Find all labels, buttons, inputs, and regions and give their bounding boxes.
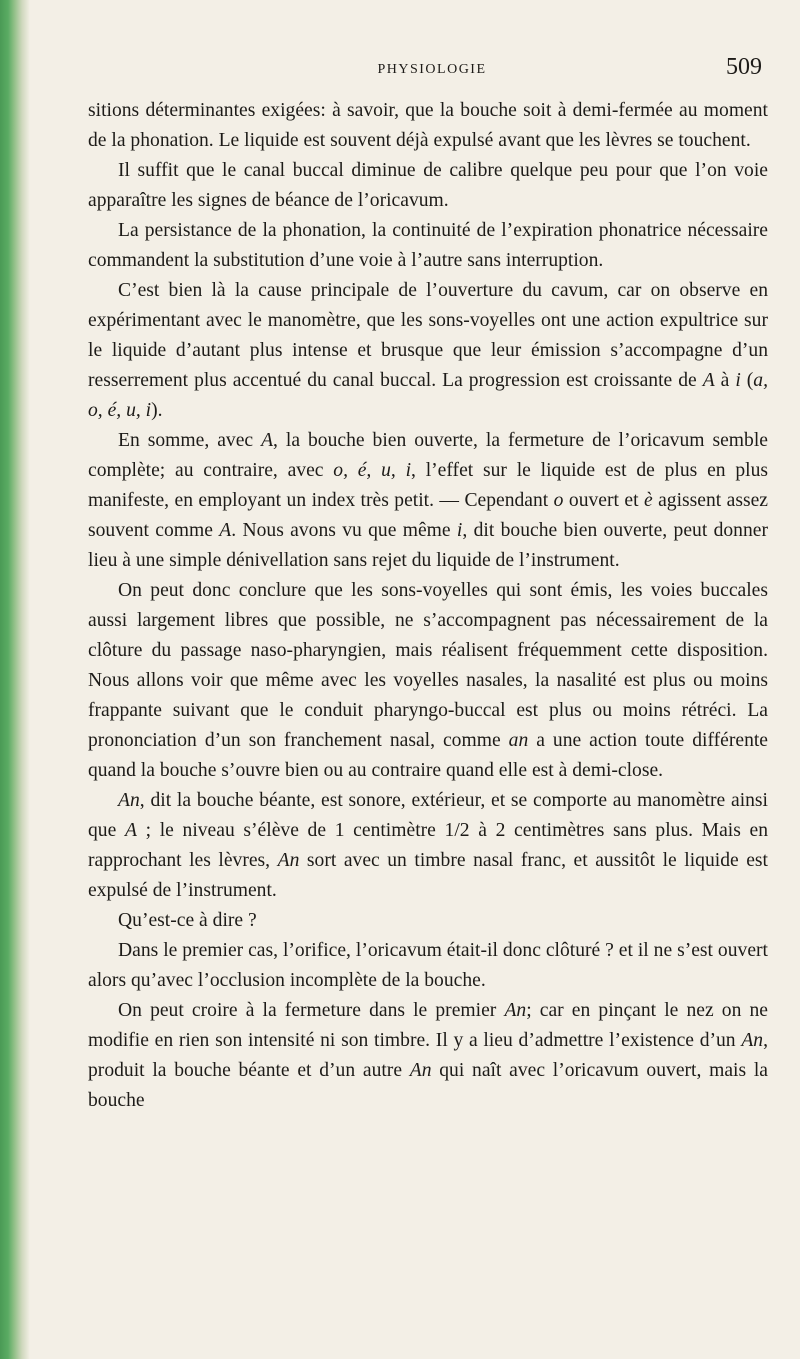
paragraph [88,276,768,426]
page-number: 509 [726,54,762,80]
text-run: . Nous avons vu que même [231,520,457,541]
paragraph [88,96,768,156]
text-run: Dans le premier cas, l’orifice, l’oricavum était-il donc clôturé ? et il ne s’est ouvert alors qu’avec l’occlusion incomplète de la bouche. [88,940,768,991]
text-run: ( [740,370,754,391]
italic-text: o, é, u, i [333,460,412,481]
text-run: En somme, avec [118,430,262,451]
italic-text: A [219,520,232,541]
text-run: , dit bouche bien ouverte, peut donner lieu à une simple dénivellation sans rejet du liquide de l’instrument. [88,520,768,571]
paragraph [88,216,768,276]
paragraph [88,996,768,1116]
text-run: qui naît avec l’oricavum ouvert, mais la bouche [88,1060,768,1111]
text-run: ; le niveau s’élève de 1 centimètre 1/2 à 2 centimètres sans plus. Mais en rapprochant les lèvres, [88,820,768,871]
italic-text: i [735,370,741,391]
text-run: Qu’est-ce à dire ? [118,910,257,931]
italic-text: A [261,430,274,451]
text-run: agissent assez souvent comme [88,490,768,541]
italic-text: An [409,1060,432,1081]
running-head [88,54,776,88]
text-run: , dit la bouche béante, est sonore, extérieur, et se comporte au manomètre ainsi que [88,790,768,841]
text-run: sitions déterminantes exigées: à savoir, que la bouche soit à demi-fermée au moment de la phonation. Le liquide est souvent déjà expulsé avant que les lèvres se touchent. [88,100,768,151]
paragraph [88,936,768,996]
text-run: ). [151,400,163,421]
italic-text: An [277,850,300,871]
text-run: , produit la bouche béante et d’un autre [88,1030,768,1081]
text-run: Il suffit que le canal buccal diminue de calibre quelque peu pour que l’on voie apparaître les signes de béance de l’oricavum. [88,160,768,211]
text-run: On peut croire à la fermeture dans le premier [118,1000,505,1021]
text-run: C’est bien là la cause principale de l’ouverture du cavum, car on observe en expérimentant avec le manomètre, que les sons-voyelles ont une action expultrice sur le liquide d’autant plus intense et brusque que leur émission s’accompagne d’un resserrement plus accentué du canal buccal. La progression est croissante de [88,280,768,391]
text-run: , la bouche bien ouverte, la fermeture de l’oricavum semble complète; au contraire, avec [88,430,768,481]
paragraph [88,906,768,936]
text-run: à [714,370,736,391]
paragraph [88,156,768,216]
paragraph [88,426,768,576]
italic-text: è [643,490,653,511]
text-run: sort avec un timbre nasal franc, et aussitôt le liquide est expulsé de l’instrument. [88,850,768,901]
running-title: PHYSIOLOGIE [377,62,487,77]
body-text [88,96,768,1116]
italic-text: an [508,730,529,751]
text-run: ; car en pinçant le nez on ne modifie en rien son intensité ni son timbre. Il y a lieu d’admettre l’existence d’un [88,1000,769,1051]
text-run: , l’effet sur le liquide est de plus en plus manifeste, en employant un index très petit. — Cependant [88,460,769,511]
text-run: On peut donc conclure que les sons-voyelles qui sont émis, les voies buccales aussi largement libres que possible, ne s’accompagnent pas nécessairement de la clôture du passage naso-pharyngien, mais réalisent fréquemment cette disposition. Nous allons voir que même avec les voyelles nasales, la nasalité est plus ou moins frappante suivant que le conduit pharyngo-buccal est plus ou moins rétréci. La prononciation d’un son franchement nasal, comme [88,580,768,751]
text-run: a une action toute différente quand la bouche s’ouvre bien ou au contraire quand elle est à demi-close. [88,730,769,781]
italic-text: o [553,490,564,511]
italic-text: A [124,820,137,841]
italic-text: An [741,1030,764,1051]
italic-text: a, o, é, u, i [88,370,768,421]
italic-text: An [504,1000,527,1021]
italic-text: A [702,370,715,391]
italic-text: i [456,520,463,541]
text-run: La persistance de la phonation, la continuité de l’expiration phonatrice nécessaire commandent la substitution d’une voie à l’autre sans interruption. [88,220,768,271]
italic-text: An [118,790,140,811]
text-run: ouvert et [563,490,644,511]
paragraph [88,786,768,906]
paragraph [88,576,768,786]
